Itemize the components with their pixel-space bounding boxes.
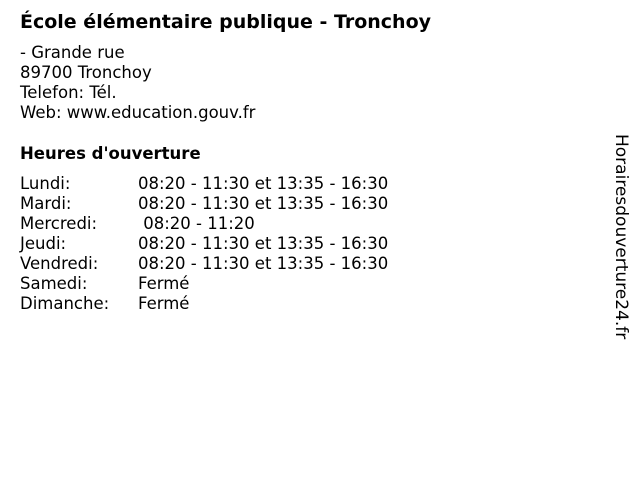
address-web: Web: www.education.gouv.fr <box>20 103 256 122</box>
time-value: 08:20 - 11:30 et 13:35 - 16:30 <box>138 234 389 253</box>
time-value: Fermé <box>138 274 190 293</box>
address-block <box>20 43 255 123</box>
address-street: - Grande rue <box>20 43 125 62</box>
day-label: Mardi: <box>20 194 72 213</box>
time-value: Fermé <box>138 294 190 313</box>
day-label: Mercredi: <box>20 214 98 233</box>
time-value: 08:20 - 11:30 et 13:35 - 16:30 <box>138 174 389 193</box>
address-city: 89700 Tronchoy <box>20 63 152 82</box>
day-label: Samedi: <box>20 274 88 293</box>
opening-hours-heading: Heures d'ouverture <box>20 144 201 163</box>
time-value: 08:20 - 11:20 <box>138 214 255 233</box>
day-label: Vendredi: <box>20 254 99 273</box>
side-brand-watermark <box>611 134 637 344</box>
day-label: Jeudi: <box>20 234 67 253</box>
day-label: Dimanche: <box>20 294 110 313</box>
day-label: Lundi: <box>20 174 71 193</box>
page-title: École élémentaire publique - Tronchoy <box>20 11 432 33</box>
address-phone: Telefon: Tél. <box>20 83 117 102</box>
side-brand-text: Horairesdouverture24.fr <box>611 134 631 340</box>
time-value: 08:20 - 11:30 et 13:35 - 16:30 <box>138 194 389 213</box>
time-value: 08:20 - 11:30 et 13:35 - 16:30 <box>138 254 389 273</box>
